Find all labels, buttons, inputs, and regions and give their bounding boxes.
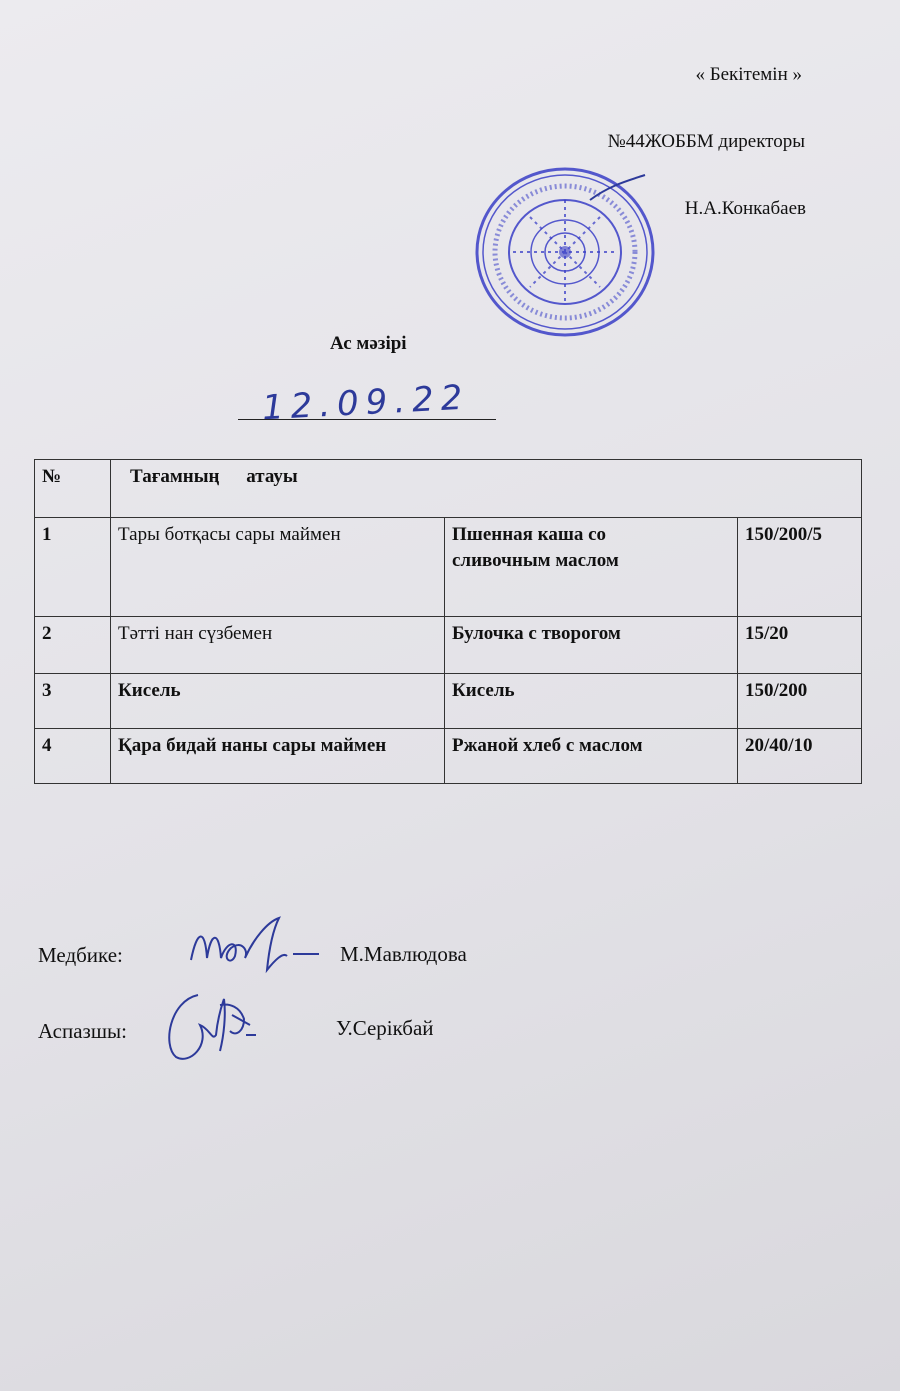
row-ru-name: Кисель: [445, 674, 738, 729]
row-portion: 150/200: [738, 674, 862, 729]
nurse-name: М.Мавлюдова: [340, 942, 467, 966]
menu-table: [34, 459, 862, 784]
row-ru-name: Булочка с творогом: [445, 617, 738, 674]
official-stamp: [470, 160, 660, 340]
table-row: [35, 674, 862, 729]
row-ru-name: Ржаной хлеб с маслом: [445, 729, 738, 784]
row-ru-name-line2: сливочным маслом: [452, 550, 619, 571]
row-num: 4: [35, 729, 111, 784]
row-portion: 150/200/5: [738, 518, 862, 617]
cook-label: Аспазшы:: [38, 1019, 127, 1043]
header-dish-name: [111, 460, 862, 518]
handwritten-date: 12.09.22: [261, 377, 471, 429]
row-num: 2: [35, 617, 111, 674]
row-num: 1: [35, 518, 111, 617]
row-kz-name: Тәтті нан сүзбемен: [111, 617, 445, 674]
row-num: 3: [35, 674, 111, 729]
row-ru-name-line1: Пшенная каша со: [452, 524, 607, 545]
date-underline: [238, 419, 496, 420]
nurse-signature: [183, 910, 323, 980]
row-portion: 15/20: [738, 617, 862, 674]
approve-heading: « Бекітемін »: [695, 64, 802, 85]
header-num: №: [35, 460, 111, 518]
row-kz-name: Тары ботқасы сары маймен: [111, 518, 445, 617]
cook-name: У.Серікбай: [336, 1016, 434, 1040]
cook-signature: [160, 985, 270, 1065]
row-portion: 20/40/10: [738, 729, 862, 784]
nurse-label: Медбике:: [38, 943, 123, 967]
row-kz-name: Кисель: [111, 674, 445, 729]
header-dish-name-label: Тағамның атауы: [130, 466, 298, 487]
table-header-row: [35, 460, 862, 518]
table-row: [35, 729, 862, 784]
table-row: [35, 518, 862, 617]
document-title: Ас мәзірі: [330, 333, 407, 354]
table-row: [35, 617, 862, 674]
director-title: №44ЖОББМ директоры: [607, 131, 805, 152]
row-ru-name: [445, 518, 738, 617]
row-kz-name: Қара бидай наны сары маймен: [111, 729, 445, 784]
director-name: Н.А.Конкабаев: [684, 198, 806, 219]
